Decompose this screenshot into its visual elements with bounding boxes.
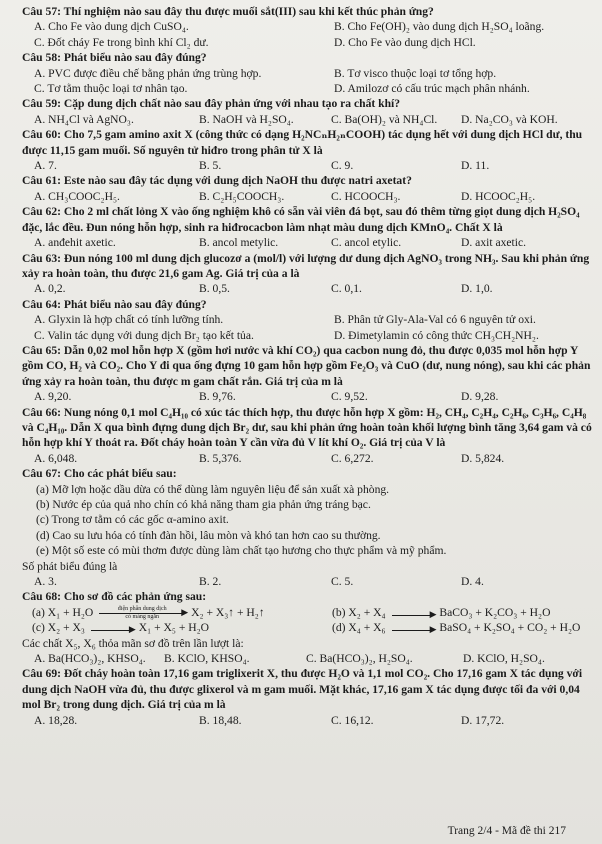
option-d: D. 4.: [461, 575, 484, 589]
option-a: A. CH₃COOC₂H₅.: [34, 189, 120, 203]
option-b: B. Cho Fe(OH)₂ vào dung dịch H₂SO₄ loãng.: [334, 20, 545, 34]
option-c: C. 5.: [331, 575, 354, 589]
question-57: [22, 4, 596, 50]
question-63: [22, 251, 596, 297]
option-a: A. Glyxin là hợp chất có tính lưỡng tính.: [34, 313, 224, 327]
statement-b: (b) Nước ép của quả nho chín có khả năng tham gia phản ứng tráng bạc.: [36, 498, 371, 511]
reaction-b-left: (b) X₂ + X₄: [332, 605, 386, 619]
question-60: [22, 127, 596, 173]
question-61: [22, 173, 596, 204]
reaction-b-right: BaCO₃ + K₂CO₃ + H₂O: [439, 605, 551, 619]
option-b: B. 5.: [199, 159, 222, 173]
reaction-c: [32, 620, 332, 635]
reaction-condition-top: điện phân dung dịch: [117, 606, 167, 613]
question-title: Câu 59: Cặp dung dịch chất nào sau đây phản ứng với nhau tạo ra chất khí?: [22, 97, 401, 111]
reaction-arrow-icon: ▶: [392, 611, 434, 616]
option-d: D. HCOOC₂H₅.: [461, 189, 536, 203]
question-title: Câu 68: Cho sơ đồ các phản ứng sau:: [22, 590, 207, 604]
option-c: C. 9,52.: [331, 390, 368, 404]
question-62: [22, 204, 596, 250]
reaction-c-right: X₁ + X₅ + H₂O: [138, 621, 210, 635]
option-b: B. 2.: [199, 575, 222, 589]
option-c: C. Ba(HCO₃)₂, H₂SO₄.: [306, 652, 413, 666]
option-a: A. PVC được điều chế bằng phản ứng trùng hợp.: [34, 66, 262, 80]
question-64: [22, 297, 596, 343]
option-b: B. KClO, KHSO₄.: [164, 652, 250, 666]
question-title: Câu 67: Cho các phát biểu sau:: [22, 467, 177, 481]
question-65: [22, 343, 596, 405]
option-a: A. Ba(HCO₃)₂, KHSO₄.: [34, 652, 146, 666]
option-b: B. 9,76.: [199, 390, 236, 404]
option-c: C. Ba(OH)₂ và NH₄Cl.: [331, 112, 438, 126]
option-a: A. 7.: [34, 159, 57, 173]
reaction-arrow-icon: ▶: [91, 626, 133, 631]
question-67: [22, 466, 596, 589]
option-d: D. 11.: [461, 159, 490, 173]
option-b: B. Phân tử Gly-Ala-Val có 6 nguyên tử oxi.: [334, 313, 536, 327]
option-b: B. Tơ visco thuộc loại tơ tổng hợp.: [334, 66, 497, 80]
option-d: D. axit axetic.: [461, 236, 527, 250]
option-d: D. Amilozơ có cấu trúc mạch phân nhánh.: [334, 82, 530, 96]
option-b: B. 0,5.: [199, 282, 230, 296]
option-a: A. Cho Fe vào dung dịch CuSO₄.: [34, 20, 189, 34]
option-c: C. 0,1.: [331, 282, 362, 296]
question-prompt: Các chất X₅, X₆ thỏa mãn sơ đồ trên lần lượt là:: [22, 636, 244, 650]
option-d: D. Đimetylamin có công thức CH₃CH₂NH₂.: [334, 328, 539, 342]
option-c: C. ancol etylic.: [331, 236, 402, 250]
page-footer: Trang 2/4 - Mã đề thi 217: [447, 825, 566, 837]
reaction-c-left: (c) X₂ + X₃: [32, 621, 85, 635]
question-66: [22, 405, 596, 467]
question-title: Câu 60: Cho 7,5 gam amino axit X (công thức có dạng H₂NCₙH₂ₙCOOH) tác dụng hết với dung dịch HCl dư, thu được 11,15 gam muối. Số nguyên tử hiđro trong phân tử X là: [22, 128, 583, 157]
option-c: C. 9.: [331, 159, 354, 173]
reaction-d-right: BaSO₄ + K₂SO₄ + CO₂ + H₂O: [439, 621, 581, 635]
option-c: C. Valin tác dụng với dung dịch Br₂ tạo kết tủa.: [34, 328, 254, 342]
option-c: C. 16,12.: [331, 713, 374, 727]
option-d: D. 17,72.: [461, 713, 505, 727]
option-d: D. KClO, H₂SO₄.: [463, 652, 545, 666]
option-c: C. Tơ tằm thuộc loại tơ nhân tạo.: [34, 82, 188, 96]
question-title: Câu 58: Phát biểu nào sau đây đúng?: [22, 51, 207, 65]
question-69: [22, 666, 596, 728]
question-title: Câu 66: Nung nóng 0,1 mol C₄H₁₀ có xúc tác thích hợp, thu được hỗn hợp X gồm: H₂, CH₄, C₂H₄, C₂H₆, C₃H₆, C₄H₈ và C₄H₁₀. Dẫn X qua bình đựng dung dịch Br₂ dư, sau khi phản ứng hoàn toàn khối lượng bình tăng 3,64 gam và có hỗn hợp khí Y thoát ra. Đốt cháy hoàn toàn Y cần vừa đủ V lít khí O₂. Giá trị của V là: [22, 405, 592, 450]
question-title: Câu 63: Đun nóng 100 ml dung dịch glucozơ a (mol/l) với lượng dư dung dịch AgNO₃ trong NH₃. Sau khi phản ứng xảy ra hoàn toàn, thu được 21,6 gam Ag. Giá trị của a là: [22, 251, 590, 280]
reaction-a: [32, 605, 332, 620]
option-d: D. 5,824.: [461, 451, 505, 465]
question-title: Câu 61: Este nào sau đây tác dụng với dung dịch NaOH thu được natri axetat?: [22, 174, 412, 188]
option-a: A. anđehit axetic.: [34, 236, 116, 250]
reaction-d-left: (d) X₄ + X₆: [332, 621, 386, 635]
option-d: D. 1,0.: [461, 282, 493, 296]
option-a: A. 9,20.: [34, 390, 72, 404]
reaction-a-left: (a) X₁ + H₂O: [32, 605, 94, 619]
option-b: B. 5,376.: [199, 451, 242, 465]
option-a: A. 18,28.: [34, 713, 78, 727]
option-d: D. Na₂CO₃ và KOH.: [461, 112, 558, 126]
option-b: B. NaOH và H₂SO₄.: [199, 112, 294, 126]
statement-a: (a) Mỡ lợn hoặc dầu dừa có thể dùng làm nguyên liệu để sản xuất xà phòng.: [36, 482, 390, 496]
reaction-d: [332, 620, 602, 635]
statement-c: (c) Trong tơ tằm có các gốc α-amino axit.: [36, 513, 229, 527]
option-a: A. 6,048.: [34, 451, 78, 465]
question-prompt: Số phát biểu đúng là: [22, 559, 118, 573]
question-title: Câu 65: Dẫn 0,02 mol hỗn hợp X (gồm hơi nước và khí CO₂) qua cacbon nung đỏ, thu được 0,035 mol hỗn hợp Y gồm CO, H₂ và CO₂. Cho Y đi qua ống đựng 10 gam hỗn hợp gồm Fe₂O₃ và CuO (dư, nung nóng), sau khi các phản ứng xảy ra hoàn toàn, thu được m gam chất rắn. Giá trị của m là: [22, 343, 591, 388]
reaction-b: [332, 605, 602, 620]
option-c: C. 6,272.: [331, 451, 374, 465]
reaction-a-right: X₂ + X₃↑ + H₂↑: [191, 605, 265, 619]
question-title: Câu 62: Cho 2 ml chất lỏng X vào ống nghiệm khô có sẵn vài viên đá bọt, sau đó thêm từng giọt dung dịch H₂SO₄ đặc, lắc đều. Đun nóng hỗn hợp, sinh ra hiđrocacbon làm nhạt màu dung dịch KMnO₄. Chất X là: [22, 205, 580, 234]
question-68: [22, 589, 596, 666]
option-d: D. 9,28.: [461, 390, 499, 404]
question-58: [22, 50, 596, 96]
statement-d: (d) Cao su lưu hóa có tính đàn hồi, lâu mòn và khó tan hơn cao su thường.: [36, 528, 381, 542]
option-b: B. ancol metylic.: [199, 236, 279, 250]
exam-content: [22, 4, 596, 728]
question-title: Câu 64: Phát biểu nào sau đây đúng?: [22, 297, 207, 311]
question-59: [22, 96, 596, 127]
option-b: B. 18,48.: [199, 713, 242, 727]
reaction-condition-bottom: có màng ngăn: [125, 614, 160, 621]
question-title: Câu 69: Đốt cháy hoàn toàn 17,16 gam triglixerit X, thu được H₂O và 1,1 mol CO₂. Cho 17,16 gam X tác dụng với dung dịch NaOH vừa đủ, thu được glixerol và m gam muối. Mặt khác, 17,16 gam X tác dụng được tối đa với 0,04 mol Br₂ trong dung dịch. Giá trị của m là: [22, 667, 583, 712]
reaction-arrow-icon: ▶: [392, 626, 434, 631]
option-a: A. 3.: [34, 575, 57, 589]
question-title: Câu 57: Thí nghiệm nào sau đây thu được muối sắt(III) sau khi kết thúc phản ứng?: [22, 5, 434, 18]
option-a: A. 0,2.: [34, 282, 66, 296]
option-d: D. Cho Fe vào dung dịch HCl.: [334, 35, 476, 49]
option-a: A. NH₄Cl và AgNO₃.: [34, 112, 134, 126]
option-c: C. HCOOCH₃.: [331, 189, 401, 203]
reaction-arrow-icon: điện phân dung dịch ▶ có màng ngăn: [99, 606, 185, 620]
option-b: B. C₂H₅COOCH₃.: [199, 189, 285, 203]
statement-e: (e) Một số este có mùi thơm được dùng làm chất tạo hương cho thực phẩm và mỹ phẩm.: [36, 544, 447, 558]
reaction-scheme: [22, 605, 596, 636]
option-c: C. Đốt cháy Fe trong bình khí Cl₂ dư.: [34, 35, 209, 49]
